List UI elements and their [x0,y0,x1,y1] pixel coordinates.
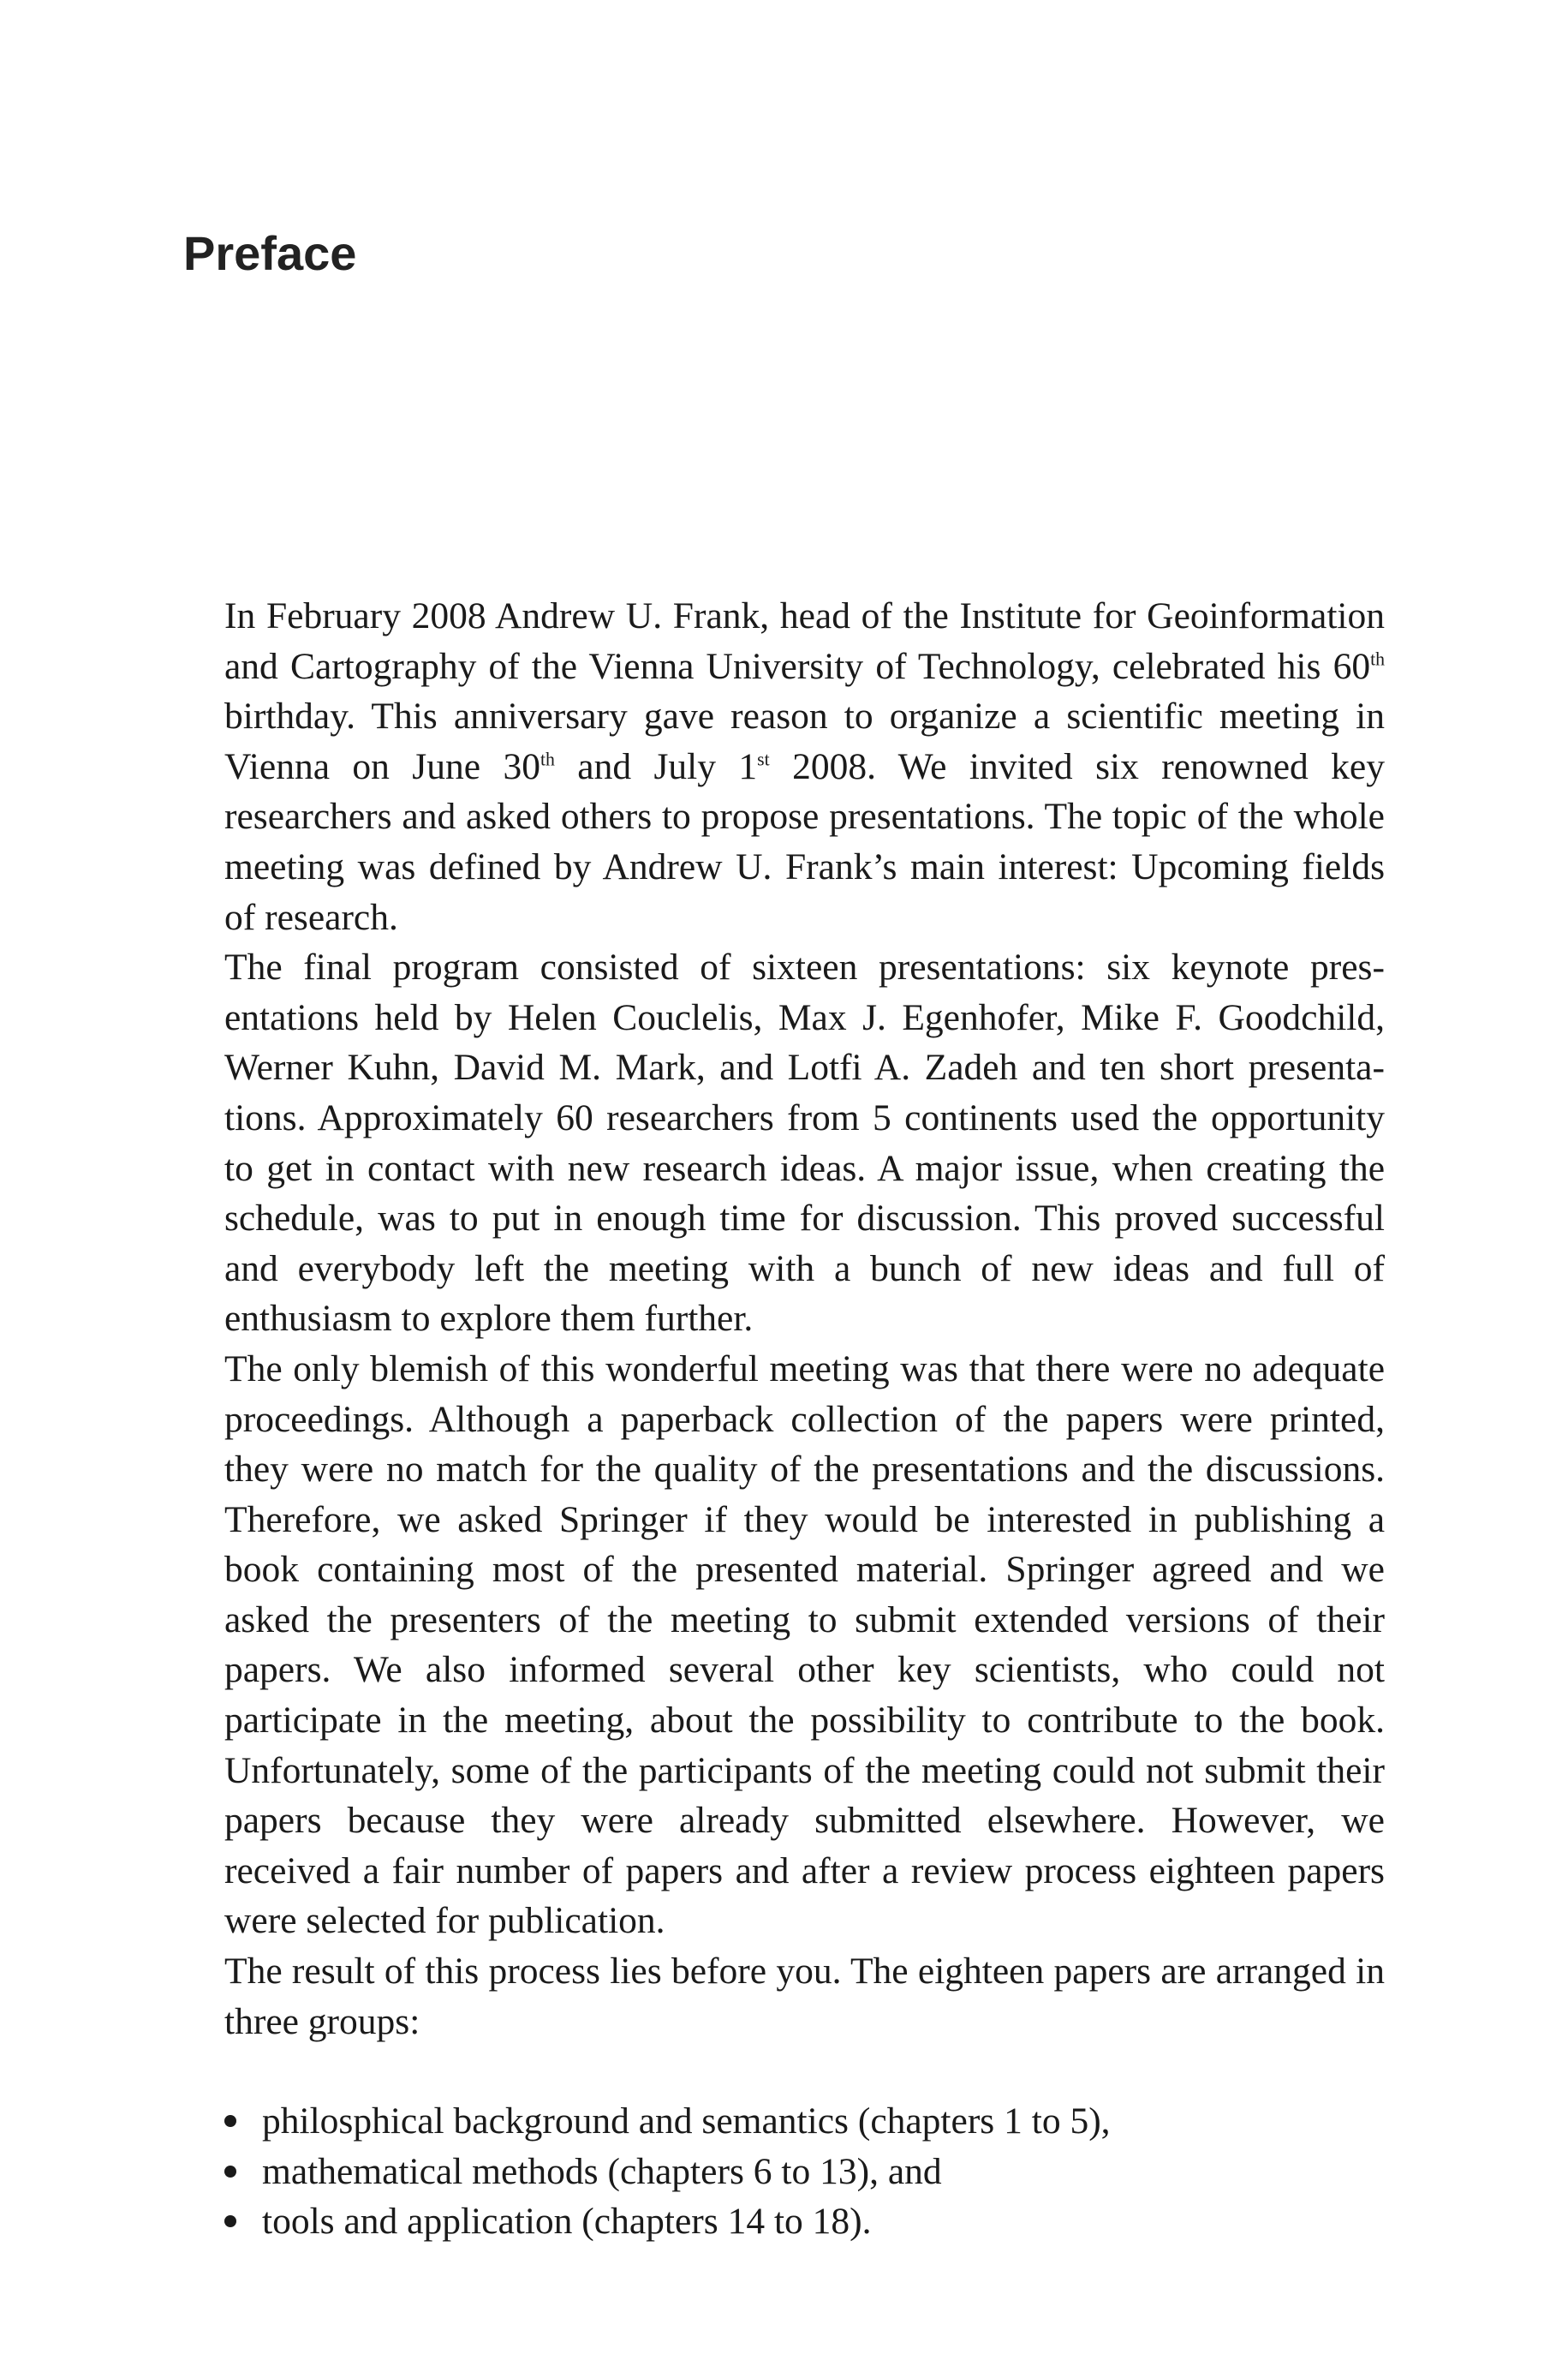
list-item-text: tools and application (chapters 14 to 18). [262,2201,872,2243]
page-title: Preface [183,226,357,280]
list-item [224,2096,1385,2147]
list-item [224,2196,1385,2247]
list-item-text: mathematical methods (chapters 6 to 13), and [262,2150,942,2192]
paragraph-2: The final program consisted of sixteen presentations: six keynote presentations held by Helen Couclelis, Max J. Egenhofer, Mike F. Goodchild, Werner Kuhn, David M. Mark, and Lotfi A. Zadeh and ten short presentations. Approximately 60 researchers from 5 continents used the opportunity to get in contact with new research ideas. A major issue, when creating the schedule, was to put in enough time for discussion. This proved successful and everybody left the meeting with a bunch of new ideas and full of enthusiasm to explore them further. [224,947,1385,1340]
chapter-groups-list [224,2096,1385,2247]
paragraph-1-segment: 2008. We invited six renowned key researchers and asked others to propose presentations. The topic of the whole meeting was defined by Andrew U. Frank’s main interest: Upcoming fields of research. [224,745,1385,938]
ordinal-suffix: th [540,749,555,770]
ordinal-suffix: st [757,749,770,770]
ordinal-suffix: th [1370,648,1385,670]
paragraph-4: The result of this process lies before you. The eighteen papers are arranged in three groups: [224,1951,1385,2042]
bullet-icon [224,2215,236,2227]
list-item-text: philosphical background and semantics (chapters 1 to 5), [262,2100,1111,2142]
paragraph-1 [224,591,1385,942]
paragraph-1-segment: birthday. This anniversary gave reason to organize a scientific meeting in Vienna on June 30 [224,696,1385,787]
preface-body [224,591,1385,2247]
paragraph-1-segment: In February 2008 Andrew U. Frank, head of the Institute for Geoinformation and Cartography of the Vienna University of Technology, celebrated his 60 [224,595,1385,687]
bullet-icon [224,2115,236,2127]
paragraph-1-segment: and July 1 [554,745,758,787]
list-item [224,2147,1385,2197]
bullet-icon [224,2166,236,2178]
paragraph-3: The only blemish of this wonderful meeting was that there were no adequate proceedings. Although a paperback collection of the papers were printed, they were no match for the quality of the presentations and the discussions. Therefore, we asked Springer if they would be interested in publishing a book containing most of the presented material. Springer agreed and we asked the presenters of the meeting to submit extended versions of their papers. We also informed several other key scientists, who could not participate in the meeting, about the possibility to contribute to the book. Unfortunately, some of the participants of the meeting could not submit their papers because they were already submitted elsewhere. However, we received a fair number of papers and after a review process eighteen papers were selected for publication. [224,1347,1385,1942]
